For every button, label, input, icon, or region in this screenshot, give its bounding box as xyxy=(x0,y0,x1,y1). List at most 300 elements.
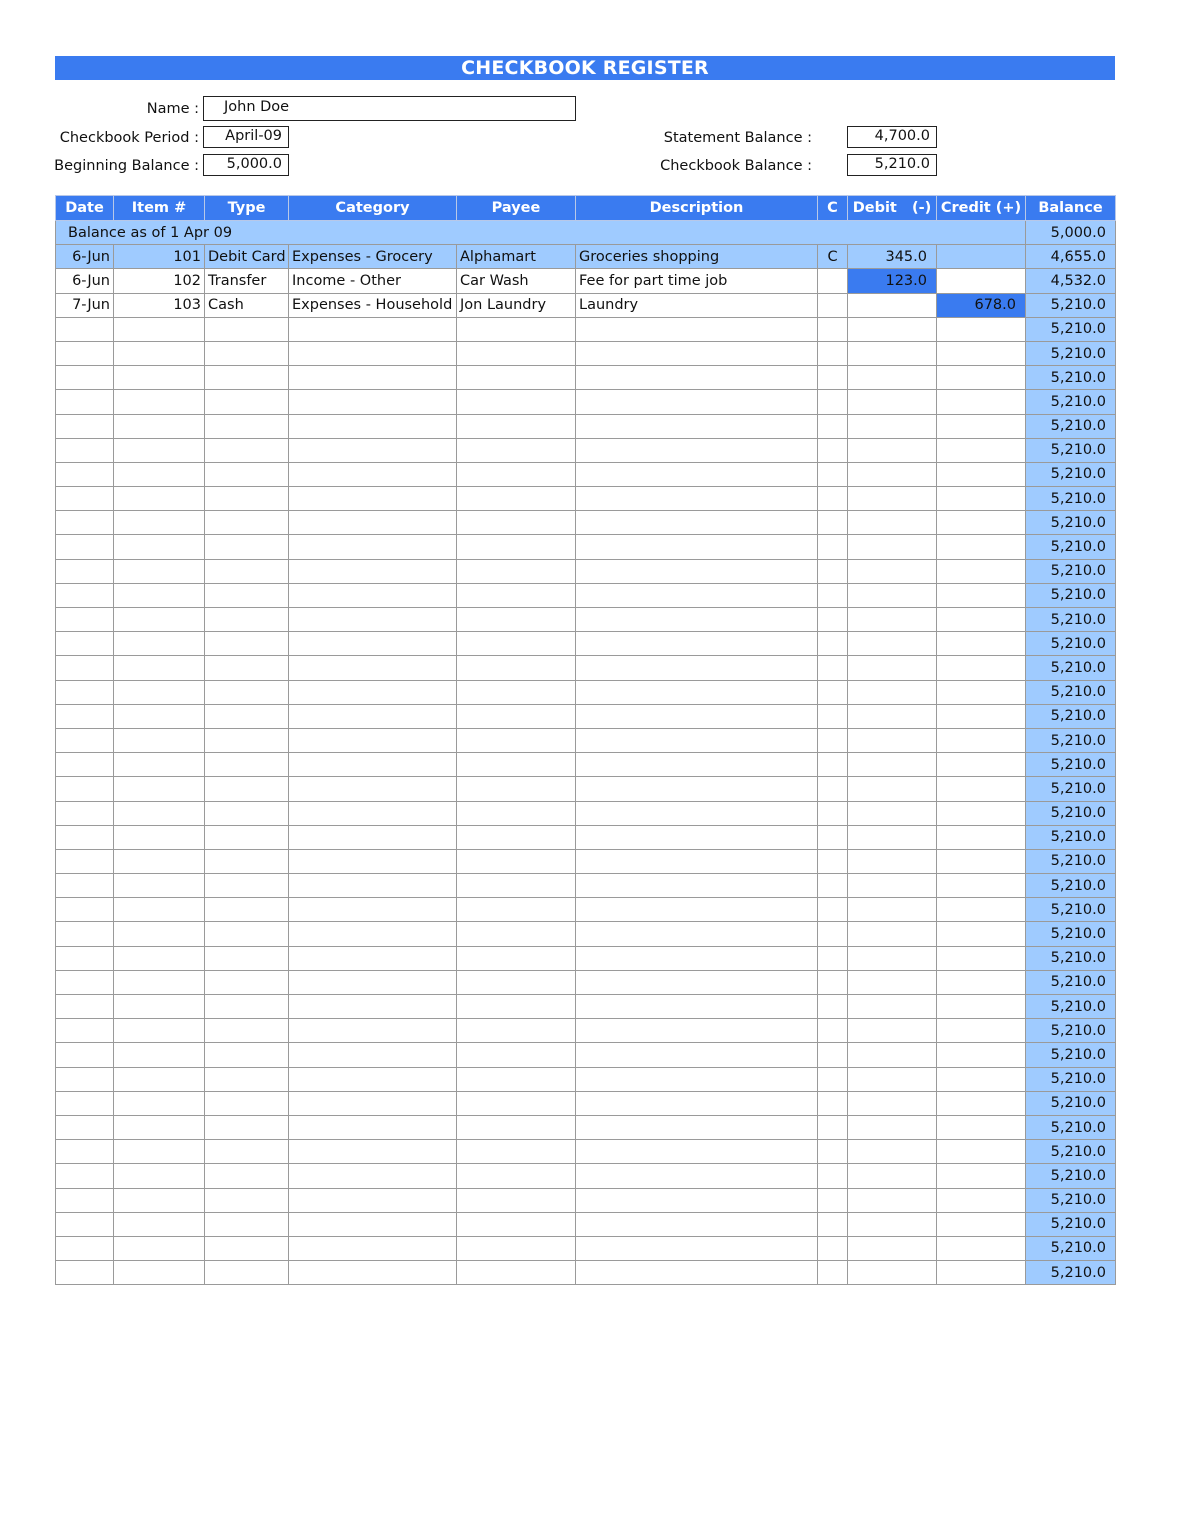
cell-credit[interactable] xyxy=(937,1091,1026,1115)
cell-item[interactable] xyxy=(114,1188,205,1212)
cell-credit[interactable] xyxy=(937,922,1026,946)
cell-description[interactable] xyxy=(576,487,818,511)
cell-description[interactable] xyxy=(576,632,818,656)
cell-cleared[interactable] xyxy=(818,874,848,898)
cell-payee[interactable]: Car Wash xyxy=(457,269,576,293)
cell-cleared[interactable] xyxy=(818,1236,848,1260)
cell-credit[interactable] xyxy=(937,753,1026,777)
cell-debit[interactable] xyxy=(848,511,937,535)
cell-item[interactable]: 102 xyxy=(114,269,205,293)
cell-category[interactable] xyxy=(289,1164,457,1188)
cell-description[interactable] xyxy=(576,438,818,462)
cell-debit[interactable] xyxy=(848,1091,937,1115)
cell-date[interactable] xyxy=(56,1236,114,1260)
cell-payee[interactable] xyxy=(457,366,576,390)
cell-description[interactable] xyxy=(576,341,818,365)
cell-credit[interactable] xyxy=(937,632,1026,656)
cell-payee[interactable] xyxy=(457,1043,576,1067)
cell-date[interactable] xyxy=(56,583,114,607)
cell-category[interactable] xyxy=(289,1091,457,1115)
cell-type[interactable] xyxy=(205,728,289,752)
cell-category[interactable] xyxy=(289,608,457,632)
cell-date[interactable] xyxy=(56,728,114,752)
cell-payee[interactable] xyxy=(457,1067,576,1091)
cell-cleared[interactable] xyxy=(818,728,848,752)
cell-date[interactable] xyxy=(56,680,114,704)
cell-item[interactable] xyxy=(114,680,205,704)
cell-description[interactable] xyxy=(576,608,818,632)
cell-cleared[interactable] xyxy=(818,317,848,341)
cell-credit[interactable] xyxy=(937,438,1026,462)
cell-item[interactable] xyxy=(114,849,205,873)
cell-date[interactable] xyxy=(56,608,114,632)
cell-description[interactable] xyxy=(576,849,818,873)
cell-type[interactable] xyxy=(205,1261,289,1285)
cell-type[interactable] xyxy=(205,1164,289,1188)
cell-payee[interactable] xyxy=(457,317,576,341)
cell-item[interactable] xyxy=(114,559,205,583)
cell-cleared[interactable] xyxy=(818,632,848,656)
cell-debit[interactable] xyxy=(848,753,937,777)
cell-type[interactable] xyxy=(205,1140,289,1164)
cell-credit[interactable] xyxy=(937,656,1026,680)
cell-description[interactable] xyxy=(576,511,818,535)
cell-date[interactable] xyxy=(56,970,114,994)
cell-item[interactable] xyxy=(114,1261,205,1285)
cell-debit[interactable] xyxy=(848,341,937,365)
cell-item[interactable] xyxy=(114,777,205,801)
cell-credit[interactable] xyxy=(937,874,1026,898)
cell-date[interactable] xyxy=(56,704,114,728)
cell-debit[interactable] xyxy=(848,1067,937,1091)
cell-payee[interactable] xyxy=(457,583,576,607)
cell-debit[interactable] xyxy=(848,1115,937,1139)
cell-debit[interactable] xyxy=(848,438,937,462)
cell-description[interactable] xyxy=(576,801,818,825)
cell-cleared[interactable] xyxy=(818,1019,848,1043)
cell-credit[interactable] xyxy=(937,1067,1026,1091)
cell-category[interactable] xyxy=(289,728,457,752)
cell-category[interactable] xyxy=(289,1236,457,1260)
cell-item[interactable] xyxy=(114,390,205,414)
cell-debit[interactable] xyxy=(848,656,937,680)
cell-item[interactable] xyxy=(114,1043,205,1067)
cell-category[interactable] xyxy=(289,1261,457,1285)
cell-category[interactable] xyxy=(289,1212,457,1236)
cell-item[interactable] xyxy=(114,1115,205,1139)
cell-payee[interactable] xyxy=(457,1261,576,1285)
cell-payee[interactable] xyxy=(457,728,576,752)
cell-type[interactable] xyxy=(205,317,289,341)
cell-category[interactable] xyxy=(289,487,457,511)
cell-description[interactable] xyxy=(576,1236,818,1260)
cell-payee[interactable] xyxy=(457,341,576,365)
cell-description[interactable] xyxy=(576,1091,818,1115)
cell-item[interactable] xyxy=(114,728,205,752)
cell-type[interactable] xyxy=(205,341,289,365)
cell-payee[interactable] xyxy=(457,753,576,777)
cell-description[interactable] xyxy=(576,535,818,559)
cell-payee[interactable] xyxy=(457,946,576,970)
cell-type[interactable] xyxy=(205,511,289,535)
cell-cleared[interactable] xyxy=(818,1043,848,1067)
cell-credit[interactable] xyxy=(937,1261,1026,1285)
cell-description[interactable] xyxy=(576,898,818,922)
cell-debit[interactable] xyxy=(848,583,937,607)
cell-cleared[interactable] xyxy=(818,1261,848,1285)
cell-debit[interactable] xyxy=(848,535,937,559)
cell-description[interactable] xyxy=(576,970,818,994)
cell-description[interactable] xyxy=(576,1043,818,1067)
cell-cleared[interactable] xyxy=(818,1091,848,1115)
cell-debit[interactable] xyxy=(848,680,937,704)
cell-description[interactable] xyxy=(576,704,818,728)
cell-date[interactable] xyxy=(56,317,114,341)
cell-category[interactable] xyxy=(289,341,457,365)
cell-category[interactable] xyxy=(289,462,457,486)
cell-cleared[interactable] xyxy=(818,1188,848,1212)
cell-credit[interactable] xyxy=(937,728,1026,752)
cell-cleared[interactable] xyxy=(818,946,848,970)
cell-description[interactable]: Groceries shopping xyxy=(576,245,818,269)
cell-type[interactable] xyxy=(205,777,289,801)
cell-type[interactable] xyxy=(205,1115,289,1139)
cell-type[interactable] xyxy=(205,535,289,559)
cell-description[interactable] xyxy=(576,753,818,777)
cell-payee[interactable] xyxy=(457,656,576,680)
cell-cleared[interactable] xyxy=(818,825,848,849)
cell-item[interactable] xyxy=(114,656,205,680)
cell-date[interactable] xyxy=(56,1019,114,1043)
cell-cleared[interactable] xyxy=(818,341,848,365)
cell-category[interactable] xyxy=(289,511,457,535)
cell-payee[interactable]: Jon Laundry xyxy=(457,293,576,317)
cell-date[interactable] xyxy=(56,995,114,1019)
cell-payee[interactable] xyxy=(457,511,576,535)
cell-item[interactable]: 101 xyxy=(114,245,205,269)
cell-cleared[interactable] xyxy=(818,487,848,511)
cell-payee[interactable] xyxy=(457,535,576,559)
cell-date[interactable] xyxy=(56,874,114,898)
cell-description[interactable] xyxy=(576,462,818,486)
cell-item[interactable] xyxy=(114,874,205,898)
cell-date[interactable] xyxy=(56,511,114,535)
cell-cleared[interactable] xyxy=(818,583,848,607)
cell-debit[interactable] xyxy=(848,1043,937,1067)
cell-item[interactable] xyxy=(114,1091,205,1115)
cell-item[interactable] xyxy=(114,487,205,511)
cell-debit[interactable] xyxy=(848,487,937,511)
cell-credit[interactable] xyxy=(937,704,1026,728)
cell-payee[interactable] xyxy=(457,704,576,728)
cell-credit[interactable] xyxy=(937,1140,1026,1164)
cell-payee[interactable] xyxy=(457,874,576,898)
cell-debit[interactable] xyxy=(848,898,937,922)
cell-type[interactable] xyxy=(205,366,289,390)
cell-credit[interactable] xyxy=(937,535,1026,559)
cell-type[interactable]: Cash xyxy=(205,293,289,317)
cell-type[interactable] xyxy=(205,632,289,656)
cell-item[interactable] xyxy=(114,1164,205,1188)
cell-item[interactable] xyxy=(114,946,205,970)
cell-credit[interactable] xyxy=(937,1115,1026,1139)
cell-type[interactable] xyxy=(205,462,289,486)
cell-description[interactable] xyxy=(576,728,818,752)
cell-debit[interactable] xyxy=(848,1188,937,1212)
cell-payee[interactable] xyxy=(457,1212,576,1236)
cell-cleared[interactable] xyxy=(818,414,848,438)
cell-payee[interactable] xyxy=(457,970,576,994)
cell-cleared[interactable] xyxy=(818,898,848,922)
statement-balance-field[interactable]: 4,700.0 xyxy=(847,126,937,148)
cell-category[interactable] xyxy=(289,801,457,825)
cell-type[interactable] xyxy=(205,1236,289,1260)
cell-item[interactable] xyxy=(114,608,205,632)
cell-credit[interactable] xyxy=(937,414,1026,438)
cell-type[interactable] xyxy=(205,946,289,970)
cell-debit[interactable] xyxy=(848,414,937,438)
cell-type[interactable] xyxy=(205,583,289,607)
cell-description[interactable] xyxy=(576,777,818,801)
cell-date[interactable] xyxy=(56,438,114,462)
cell-item[interactable] xyxy=(114,535,205,559)
name-field[interactable]: John Doe xyxy=(203,96,576,121)
cell-type[interactable]: Debit Card xyxy=(205,245,289,269)
cell-type[interactable] xyxy=(205,487,289,511)
cell-debit[interactable] xyxy=(848,874,937,898)
cell-date[interactable] xyxy=(56,632,114,656)
cell-item[interactable] xyxy=(114,1067,205,1091)
cell-category[interactable] xyxy=(289,680,457,704)
cell-item[interactable] xyxy=(114,438,205,462)
cell-credit[interactable] xyxy=(937,487,1026,511)
cell-debit[interactable] xyxy=(848,632,937,656)
cell-debit[interactable] xyxy=(848,1164,937,1188)
cell-cleared[interactable] xyxy=(818,390,848,414)
cell-type[interactable] xyxy=(205,1019,289,1043)
cell-category[interactable] xyxy=(289,849,457,873)
cell-payee[interactable] xyxy=(457,462,576,486)
cell-date[interactable] xyxy=(56,1188,114,1212)
cell-type[interactable] xyxy=(205,753,289,777)
cell-debit[interactable] xyxy=(848,704,937,728)
cell-credit[interactable] xyxy=(937,825,1026,849)
cell-type[interactable] xyxy=(205,559,289,583)
cell-payee[interactable] xyxy=(457,559,576,583)
cell-category[interactable] xyxy=(289,317,457,341)
cell-date[interactable] xyxy=(56,414,114,438)
cell-payee[interactable] xyxy=(457,632,576,656)
cell-credit[interactable] xyxy=(937,1019,1026,1043)
cell-description[interactable] xyxy=(576,656,818,680)
cell-description[interactable] xyxy=(576,1212,818,1236)
cell-category[interactable] xyxy=(289,656,457,680)
cell-cleared[interactable] xyxy=(818,462,848,486)
cell-cleared[interactable] xyxy=(818,366,848,390)
cell-payee[interactable] xyxy=(457,680,576,704)
cell-credit[interactable] xyxy=(937,366,1026,390)
cell-credit[interactable] xyxy=(937,583,1026,607)
cell-cleared[interactable] xyxy=(818,970,848,994)
cell-category[interactable] xyxy=(289,438,457,462)
cell-credit[interactable] xyxy=(937,462,1026,486)
cell-debit[interactable] xyxy=(848,922,937,946)
cell-date[interactable] xyxy=(56,1067,114,1091)
cell-credit[interactable] xyxy=(937,559,1026,583)
cell-cleared[interactable] xyxy=(818,1115,848,1139)
cell-description[interactable] xyxy=(576,1164,818,1188)
cell-date[interactable] xyxy=(56,1212,114,1236)
cell-cleared[interactable] xyxy=(818,922,848,946)
cell-credit[interactable] xyxy=(937,995,1026,1019)
cell-date[interactable] xyxy=(56,801,114,825)
cell-payee[interactable] xyxy=(457,487,576,511)
cell-debit[interactable] xyxy=(848,728,937,752)
cell-credit[interactable] xyxy=(937,1236,1026,1260)
cell-credit[interactable] xyxy=(937,898,1026,922)
cell-category[interactable] xyxy=(289,874,457,898)
cell-debit[interactable] xyxy=(848,970,937,994)
cell-type[interactable] xyxy=(205,801,289,825)
cell-date[interactable] xyxy=(56,1164,114,1188)
cell-category[interactable] xyxy=(289,1140,457,1164)
cell-debit[interactable] xyxy=(848,462,937,486)
cell-category[interactable] xyxy=(289,1115,457,1139)
cell-cleared[interactable] xyxy=(818,656,848,680)
cell-date[interactable] xyxy=(56,1091,114,1115)
cell-credit[interactable] xyxy=(937,680,1026,704)
cell-debit[interactable] xyxy=(848,1140,937,1164)
cell-credit[interactable] xyxy=(937,390,1026,414)
cell-payee[interactable] xyxy=(457,849,576,873)
cell-debit[interactable]: 123.0 xyxy=(848,269,937,293)
cell-credit[interactable] xyxy=(937,1164,1026,1188)
cell-credit[interactable] xyxy=(937,317,1026,341)
cell-date[interactable]: 6-Jun xyxy=(56,269,114,293)
cell-credit[interactable] xyxy=(937,1212,1026,1236)
cell-payee[interactable] xyxy=(457,922,576,946)
cell-credit[interactable] xyxy=(937,970,1026,994)
cell-category[interactable]: Expenses - Grocery xyxy=(289,245,457,269)
cell-date[interactable] xyxy=(56,1261,114,1285)
cell-payee[interactable] xyxy=(457,825,576,849)
cell-cleared[interactable] xyxy=(818,293,848,317)
cell-item[interactable] xyxy=(114,414,205,438)
cell-date[interactable] xyxy=(56,1140,114,1164)
cell-type[interactable] xyxy=(205,825,289,849)
cell-type[interactable] xyxy=(205,390,289,414)
cell-type[interactable] xyxy=(205,656,289,680)
cell-description[interactable] xyxy=(576,366,818,390)
cell-payee[interactable] xyxy=(457,801,576,825)
cell-description[interactable] xyxy=(576,680,818,704)
cell-debit[interactable] xyxy=(848,608,937,632)
cell-credit[interactable] xyxy=(937,801,1026,825)
cell-item[interactable] xyxy=(114,898,205,922)
cell-description[interactable] xyxy=(576,1140,818,1164)
cell-item[interactable] xyxy=(114,825,205,849)
cell-cleared[interactable] xyxy=(818,753,848,777)
cell-item[interactable] xyxy=(114,1236,205,1260)
cell-type[interactable] xyxy=(205,849,289,873)
cell-description[interactable] xyxy=(576,1261,818,1285)
cell-description[interactable] xyxy=(576,1115,818,1139)
cell-category[interactable] xyxy=(289,922,457,946)
cell-category[interactable] xyxy=(289,995,457,1019)
cell-type[interactable] xyxy=(205,970,289,994)
cell-debit[interactable] xyxy=(848,317,937,341)
cell-cleared[interactable] xyxy=(818,1067,848,1091)
cell-description[interactable] xyxy=(576,825,818,849)
cell-date[interactable] xyxy=(56,825,114,849)
cell-cleared[interactable]: C xyxy=(818,245,848,269)
cell-date[interactable] xyxy=(56,1115,114,1139)
cell-payee[interactable] xyxy=(457,777,576,801)
cell-category[interactable] xyxy=(289,583,457,607)
cell-cleared[interactable] xyxy=(818,704,848,728)
cell-payee[interactable] xyxy=(457,1019,576,1043)
cell-type[interactable] xyxy=(205,1067,289,1091)
cell-category[interactable] xyxy=(289,1067,457,1091)
cell-description[interactable] xyxy=(576,874,818,898)
cell-cleared[interactable] xyxy=(818,1164,848,1188)
beginning-balance-field[interactable]: 5,000.0 xyxy=(203,154,289,176)
cell-item[interactable] xyxy=(114,1140,205,1164)
cell-payee[interactable] xyxy=(457,995,576,1019)
cell-description[interactable] xyxy=(576,946,818,970)
cell-item[interactable] xyxy=(114,801,205,825)
cell-description[interactable] xyxy=(576,1019,818,1043)
cell-category[interactable] xyxy=(289,632,457,656)
cell-debit[interactable] xyxy=(848,1236,937,1260)
cell-payee[interactable] xyxy=(457,438,576,462)
cell-category[interactable] xyxy=(289,777,457,801)
cell-cleared[interactable] xyxy=(818,559,848,583)
cell-credit[interactable] xyxy=(937,511,1026,535)
cell-item[interactable] xyxy=(114,583,205,607)
cell-type[interactable] xyxy=(205,995,289,1019)
cell-date[interactable] xyxy=(56,777,114,801)
cell-debit[interactable] xyxy=(848,849,937,873)
cell-item[interactable] xyxy=(114,922,205,946)
cell-type[interactable]: Transfer xyxy=(205,269,289,293)
cell-type[interactable] xyxy=(205,438,289,462)
cell-date[interactable]: 6-Jun xyxy=(56,245,114,269)
cell-cleared[interactable] xyxy=(818,608,848,632)
cell-date[interactable] xyxy=(56,366,114,390)
cell-item[interactable] xyxy=(114,753,205,777)
cell-description[interactable]: Fee for part time job xyxy=(576,269,818,293)
cell-credit[interactable] xyxy=(937,1188,1026,1212)
cell-debit[interactable] xyxy=(848,825,937,849)
cell-category[interactable] xyxy=(289,825,457,849)
cell-debit[interactable] xyxy=(848,995,937,1019)
cell-category[interactable] xyxy=(289,946,457,970)
cell-description[interactable] xyxy=(576,390,818,414)
cell-category[interactable]: Income - Other xyxy=(289,269,457,293)
cell-cleared[interactable] xyxy=(818,1212,848,1236)
cell-date[interactable] xyxy=(56,946,114,970)
cell-category[interactable] xyxy=(289,704,457,728)
cell-debit[interactable] xyxy=(848,1019,937,1043)
cell-item[interactable] xyxy=(114,511,205,535)
cell-item[interactable] xyxy=(114,462,205,486)
cell-date[interactable] xyxy=(56,753,114,777)
cell-debit[interactable] xyxy=(848,1212,937,1236)
cell-type[interactable] xyxy=(205,898,289,922)
cell-date[interactable] xyxy=(56,922,114,946)
cell-cleared[interactable] xyxy=(818,777,848,801)
